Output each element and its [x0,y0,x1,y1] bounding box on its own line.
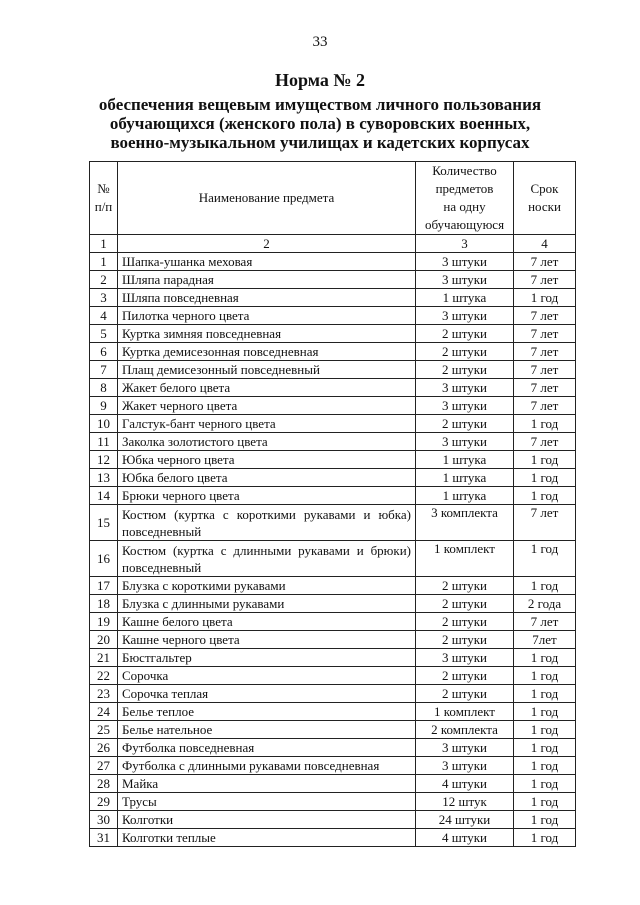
item-quantity: 2 штуки [416,685,514,703]
item-name: Футболка с длинными рукавами повседневная [118,757,416,775]
item-name: Юбка черного цвета [118,451,416,469]
row-number: 2 [90,271,118,289]
item-quantity: 2 штуки [416,361,514,379]
header-term [514,162,576,235]
table-row [90,487,576,505]
item-term: 7 лет [514,343,576,361]
item-name: Шапка-ушанка меховая [118,253,416,271]
header-quantity-line: на одну [443,199,486,214]
item-name: Футболка повседневная [118,739,416,757]
item-quantity: 3 штуки [416,379,514,397]
item-term: 1 год [514,451,576,469]
item-quantity: 2 штуки [416,343,514,361]
row-number: 10 [90,415,118,433]
table-row [90,505,576,541]
item-term: 7лет [514,631,576,649]
item-term: 7 лет [514,361,576,379]
item-quantity: 3 штуки [416,307,514,325]
item-term: 1 год [514,757,576,775]
item-quantity: 2 штуки [416,667,514,685]
table-row [90,667,576,685]
table-row [90,325,576,343]
header-name: Наименование предмета [118,162,416,235]
item-term: 1 год [514,685,576,703]
column-index: 4 [514,235,576,253]
row-number: 29 [90,793,118,811]
item-term: 1 год [514,793,576,811]
header-term-line: Срок [530,181,559,196]
subtitle-line: обучающихся (женского пола) в суворовских военных, [109,114,531,133]
item-name: Костюм (куртка с короткими рукавами и юбка) повседневный [118,505,416,541]
table-row [90,379,576,397]
item-quantity: 2 штуки [416,577,514,595]
row-number: 18 [90,595,118,613]
item-term: 1 год [514,487,576,505]
table-row [90,289,576,307]
header-quantity-line: Количество [432,163,497,178]
item-quantity: 3 штуки [416,397,514,415]
table-row [90,703,576,721]
header-quantity [416,162,514,235]
table-row [90,577,576,595]
row-number: 3 [90,289,118,307]
item-term: 7 лет [514,379,576,397]
item-name: Брюки черного цвета [118,487,416,505]
item-name: Юбка белого цвета [118,469,416,487]
table-row [90,451,576,469]
item-name: Галстук-бант черного цвета [118,415,416,433]
item-quantity: 3 комплекта [416,505,514,541]
item-term: 1 год [514,469,576,487]
item-quantity: 2 комплекта [416,721,514,739]
item-quantity: 3 штуки [416,757,514,775]
item-quantity: 3 штуки [416,433,514,451]
item-term: 1 год [514,541,576,577]
item-name: Белье нательное [118,721,416,739]
item-term: 1 год [514,721,576,739]
item-name: Колготки теплые [118,829,416,847]
item-term: 7 лет [514,271,576,289]
row-number: 11 [90,433,118,451]
table-row [90,649,576,667]
table-row [90,775,576,793]
item-quantity: 1 штука [416,289,514,307]
table-row [90,613,576,631]
table-body [90,235,576,847]
table-row [90,541,576,577]
table-row [90,343,576,361]
row-number: 4 [90,307,118,325]
table-row [90,271,576,289]
table-row [90,433,576,451]
item-name: Куртка зимняя повседневная [118,325,416,343]
item-term: 1 год [514,739,576,757]
item-term: 7 лет [514,613,576,631]
row-number: 17 [90,577,118,595]
row-number: 24 [90,703,118,721]
item-quantity: 3 штуки [416,649,514,667]
item-name: Сорочка [118,667,416,685]
table-row [90,631,576,649]
table-row [90,307,576,325]
table-row [90,595,576,613]
row-number: 1 [90,253,118,271]
row-number: 20 [90,631,118,649]
item-name: Куртка демисезонная повседневная [118,343,416,361]
row-number: 23 [90,685,118,703]
item-name: Костюм (куртка с длинными рукавами и брюки) повседневный [118,541,416,577]
table-row [90,829,576,847]
item-quantity: 3 штуки [416,253,514,271]
item-term: 1 год [514,811,576,829]
item-quantity: 2 штуки [416,595,514,613]
row-number: 7 [90,361,118,379]
item-term: 7 лет [514,505,576,541]
table-row [90,721,576,739]
row-number: 13 [90,469,118,487]
item-quantity: 1 штука [416,451,514,469]
item-name: Блузка с короткими рукавами [118,577,416,595]
item-name: Заколка золотистого цвета [118,433,416,451]
row-number: 19 [90,613,118,631]
item-quantity: 12 штук [416,793,514,811]
item-name: Майка [118,775,416,793]
table-row [90,415,576,433]
item-quantity: 2 штуки [416,325,514,343]
header-num-line: № [97,181,110,196]
item-term: 1 год [514,289,576,307]
table-row [90,361,576,379]
item-quantity: 1 штука [416,469,514,487]
document-title: Норма № 2 [275,70,365,90]
item-name: Блузка с длинными рукавами [118,595,416,613]
item-term: 1 год [514,703,576,721]
item-quantity: 3 штуки [416,739,514,757]
row-number: 15 [90,505,118,541]
item-term: 2 года [514,595,576,613]
subtitle-line: военно-музыкальном училищах и кадетских корпусах [110,133,530,152]
header-term-line: носки [528,199,561,214]
header-num [90,162,118,235]
item-quantity: 1 комплект [416,541,514,577]
item-term: 7 лет [514,307,576,325]
row-number: 26 [90,739,118,757]
item-name: Трусы [118,793,416,811]
table-row [90,397,576,415]
item-name: Кашне черного цвета [118,631,416,649]
row-number: 30 [90,811,118,829]
item-name: Жакет белого цвета [118,379,416,397]
item-term: 1 год [514,667,576,685]
page-number: 33 [312,34,328,50]
item-quantity: 3 штуки [416,271,514,289]
column-index: 1 [90,235,118,253]
item-name: Колготки [118,811,416,829]
row-number: 12 [90,451,118,469]
row-number: 21 [90,649,118,667]
table-row [90,793,576,811]
table-row [90,685,576,703]
item-term: 1 год [514,775,576,793]
norm-table [89,161,576,847]
item-quantity: 24 штуки [416,811,514,829]
row-number: 8 [90,379,118,397]
column-index-row [90,235,576,253]
item-quantity: 2 штуки [416,415,514,433]
table-row [90,811,576,829]
row-number: 6 [90,343,118,361]
table-row [90,253,576,271]
row-number: 28 [90,775,118,793]
item-name: Шляпа повседневная [118,289,416,307]
header-quantity-line: обучающуюся [424,217,505,232]
row-number: 14 [90,487,118,505]
item-quantity: 2 штуки [416,613,514,631]
item-term: 7 лет [514,253,576,271]
header-quantity-line: предметов [435,181,494,196]
row-number: 25 [90,721,118,739]
item-name: Сорочка теплая [118,685,416,703]
row-number: 5 [90,325,118,343]
item-name: Бюстгальтер [118,649,416,667]
item-name: Пилотка черного цвета [118,307,416,325]
table-row [90,469,576,487]
item-name: Шляпа парадная [118,271,416,289]
item-name: Белье теплое [118,703,416,721]
header-num-line: п/п [94,199,113,214]
item-quantity: 4 штуки [416,829,514,847]
item-quantity: 1 комплект [416,703,514,721]
item-quantity: 2 штуки [416,631,514,649]
row-number: 22 [90,667,118,685]
row-number: 16 [90,541,118,577]
item-term: 1 год [514,415,576,433]
item-term: 1 год [514,829,576,847]
item-term: 7 лет [514,325,576,343]
item-name: Плащ демисезонный повседневный [118,361,416,379]
item-quantity: 1 штука [416,487,514,505]
document-subtitle [60,95,580,152]
item-term: 1 год [514,577,576,595]
item-term: 7 лет [514,397,576,415]
item-term: 1 год [514,649,576,667]
table-header [90,162,576,235]
item-name: Жакет черного цвета [118,397,416,415]
column-index: 2 [118,235,416,253]
row-number: 31 [90,829,118,847]
subtitle-line: обеспечения вещевым имуществом личного пользования [98,95,542,114]
item-quantity: 4 штуки [416,775,514,793]
item-term: 7 лет [514,433,576,451]
column-index: 3 [416,235,514,253]
table-row [90,757,576,775]
row-number: 9 [90,397,118,415]
table-row [90,739,576,757]
row-number: 27 [90,757,118,775]
item-name: Кашне белого цвета [118,613,416,631]
